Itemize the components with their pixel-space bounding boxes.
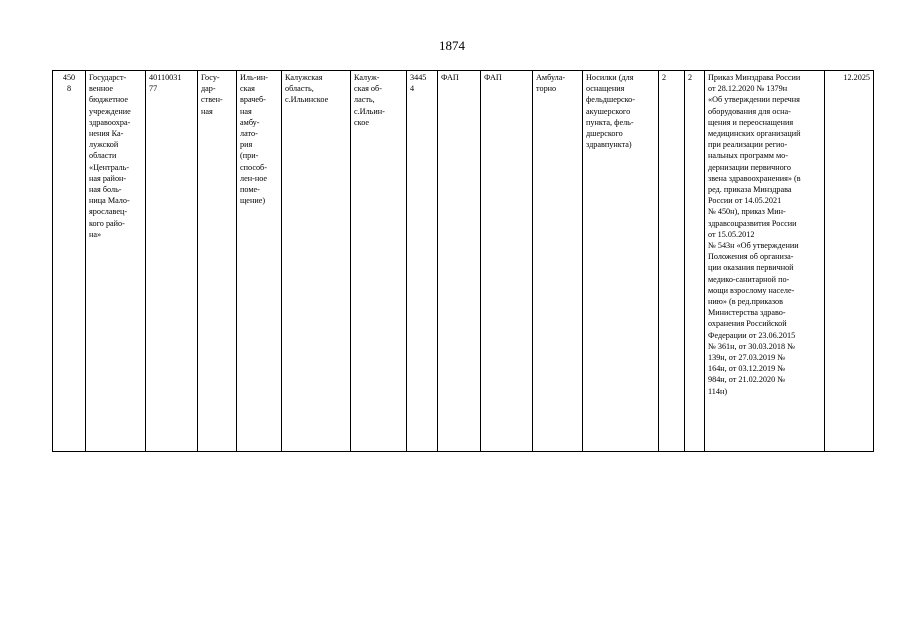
page-number: 1874	[439, 38, 465, 53]
cell-type-2: ФАП	[481, 71, 533, 452]
cell-equipment: Носилки (для оснащения фельдшерско- акушерского пункта, фель- дшерского здравпункта)	[583, 71, 659, 452]
cell-address: Калужская область, с.Ильинское	[282, 71, 351, 452]
cell-date: 12.2025	[825, 71, 874, 452]
cell-facility: Иль-ин- ская врачеб- ная амбу- лато- рия (при- способ- лен-ное поме- щение)	[237, 71, 282, 452]
cell-regulation: Приказ Минздрава России от 28.12.2020 № 1379н «Об утверждении перечня оборудования для осна- щения и переоснащения медицинских организаций при реализации регио- нальных программ мо- дернизации первичного звена здравоохранения» (в ред. приказа Минздрава России от 14.05.2021 № 450н), приказ Мин- здравсоцразвития России от 15.05.2012 № 543н «Об утверждении Положения об организа- ции оказания первичной медико-санитарной по- мощи взрослому населе- нию» (в ред.приказов Министерства здраво- охранения Российской Федерации от 23.06.2015 № 361н, от 30.03.2018 № 139н, от 27.03.2019 № 164н, от 03.12.2019 № 984н, от 21.02.2020 № 114н)	[705, 71, 825, 452]
cell-institution: Государст- венное бюджетное учреждение здравоохра- нения Ка- лужской области «Централь- ная район- ная боль- ница Мало- ярославец- кого райо- на»	[86, 71, 146, 452]
cell-code: 40110031 77	[146, 71, 198, 452]
equipment-registry-table	[52, 70, 874, 452]
cell-type-1: ФАП	[438, 71, 481, 452]
cell-qty-actual: 2	[685, 71, 705, 452]
cell-ownership: Госу- дар- ствен- ная	[198, 71, 237, 452]
cell-id-code: 3445 4	[407, 71, 438, 452]
cell-locality: Калуж- ская об- ласть, с.Ильин- ское	[351, 71, 407, 452]
cell-qty-required: 2	[659, 71, 685, 452]
cell-row-number: 450 8	[53, 71, 86, 452]
table-row	[53, 71, 874, 452]
cell-care-form: Амбула- торно	[533, 71, 583, 452]
